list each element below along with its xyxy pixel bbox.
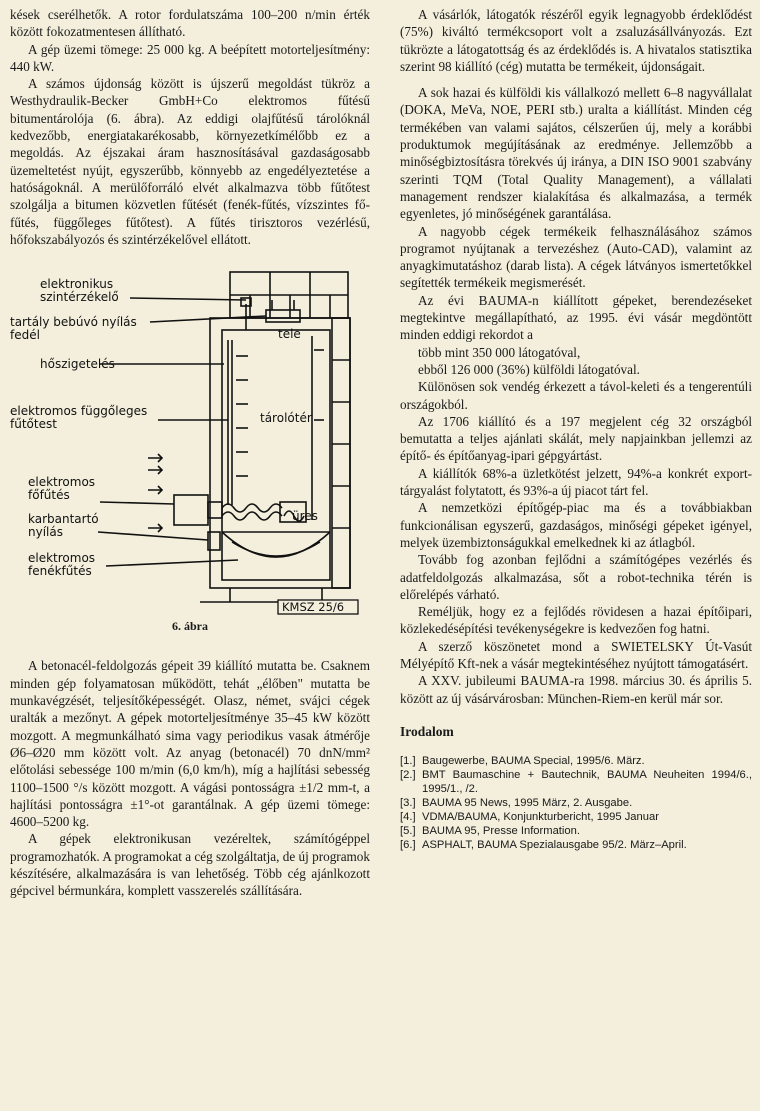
label-figure-code: KMSZ 25/6 xyxy=(282,600,345,615)
paragraph-firms: A sok hazai és külföldi kis vállalkozó mellett 6–8 nagyvállalat (DOKA, MeVa, NOE, PERI stb.) uralta a kiállítást. Minden cég termékében van valami sajátos, célszerűen új, mely a korábbi produktumok megújításának az eredménye. Jellemzőbb a minőségbiztosításra törekvés új iránya, a DIN ISO 9001 szabvány szerinti TQM (Total Quality Management), a vállalati management rendszer kialakítása és alkalmazása, a termék egyenletes, jó minőségének garantálása. xyxy=(400,85,752,222)
paragraph-market: A nemzetközi építőgép-piac ma és a továbbiakban funkcionálisan egyszerű, gazdaságos, minőségi gépeket igényel, melyek üzembiztonságukkal emelkednek ki az átlagból. xyxy=(400,500,752,550)
label-insulation: hőszigetelés xyxy=(40,357,115,372)
label-full: tele xyxy=(278,327,301,342)
label-storage-space: tárolótér xyxy=(260,411,312,426)
paragraph-deals: A kiállítók 68%-a üzletkötést jelzett, 94%-a konkrét export-tárgyalást folytatott, és 93%-a új piacot tárt fel. xyxy=(400,465,752,499)
label-main-heater: elektromos főfűtés xyxy=(28,475,96,503)
reference-item: [4.] VDMA/BAUMA, Konjunkturbericht, 1995 Januar xyxy=(400,811,659,824)
paragraph-machine-mass: A gép üzemi tömege: 25 000 kg. A beépített motorteljesítmény: 440 kW. xyxy=(10,41,370,74)
main-heater-box xyxy=(174,495,208,525)
right-column xyxy=(400,6,752,852)
reference-item: [1.] Baugewerbe, BAUMA Special, 1995/6. März. xyxy=(400,755,645,768)
label-empty: üres xyxy=(292,509,318,524)
label-level-sensor: elektronikus szintérzékelő xyxy=(40,277,119,305)
tank-inner xyxy=(222,327,330,580)
reference-item: [5.] BAUMA 95, Presse Information. xyxy=(400,825,580,838)
left-column xyxy=(10,6,370,900)
paragraph-rebar-processing: A betonacél-feldolgozás gépeit 39 kiállító mutatta be. Csaknem minden gép folyamatosan működött, tehát „élőben" mutatta be munkavégzését, teljesítőképességét. Olasz, német, svájci cégek uralták a mezőnyt. A gépek motorteljesítménye 35–45 kW között mozgott. A megmunkálható sima vagy periodikus vasak átmérője Ø6–Ø20 mm között volt. Az anyag (betonacél) 70 dnN/mm² előtolási sebessége 100 m/min (6,0 km/h), míg a hajlítási sebesség 1100–1500 °/s között mozgott. A vágási pontosságra ±1/2 mm-t, a hajlítási pontosságra ±1°-ot garantálnak. A gép üzemi tömege: 4600–5200 kg. xyxy=(10,658,370,830)
paragraph-electronic-control: A gépek elektronikusan vezéreltek, számítógéppel programozhatók. A programokat a cég szolgáltatja, de új programok készítésére, alkalmazására is van lehetőség. Több cég ajánlkozott gépcivel bérmunkára, komplett vasszerelés szállítására. xyxy=(10,831,370,899)
paragraph-far-east: Különösen sok vendég érkezett a távol-keleti és a tengerentúli országokból. xyxy=(400,379,752,412)
paragraph-future: Tovább fog azonban fejlődni a számítógépes vezérlés és adatfeldolgozás alkalmazása, sőt a robot-technika térén is előrelépés várható. xyxy=(400,552,752,602)
paragraph-rotor: kések cserélhetők. A rotor fordulatszáma 100–200 n/min érték között fokozatmentesen állítható. xyxy=(10,7,370,40)
references-list xyxy=(400,754,752,852)
label-maintenance-opening: karbantartó nyílás xyxy=(28,512,99,540)
paragraph-bauma-records: Az évi BAUMA-n kiállított gépeket, berendezéseket megtekintve megállapítható, az 1995. évi vásár megdöntött minden eddigi rekordot a xyxy=(400,292,752,343)
reference-item: [2.] BMT Baumaschine + Bautechnik, BAUMA Neuheiten 1994/6., 1995/1., /2. xyxy=(400,769,752,796)
label-bottom-heater: elektromos fenékfűtés xyxy=(28,551,96,579)
label-vertical-heater: elektromos függőleges fűtőtest xyxy=(10,404,148,432)
line-foreign-visitors: ebből 126 000 (36%) külföldi látogatóval. xyxy=(418,361,640,377)
paragraph-software: A nagyobb cégek termékeik felhasználásához számos programot nyújtanak a tervezéshez (Auto-CAD), valamint az anyagkimutatáshoz (darab lista). A cégek látványos ismertetőkkel segítették termékeik megismerését. xyxy=(400,223,752,291)
paragraph-visitors: A vásárlók, látogatók részéről egyik legnagyobb érdeklődést (75%) kiváltó termékcsoport volt a zsaluzásállványozás. Ezt tükrözte a látogatottság és az érdeklődés is. A hivatalos statisztika szerint 98 kiállító (cég) mutatta be termékeit, újdonságait. xyxy=(400,7,752,74)
line-total-visitors: több mint 350 000 látogatóval, xyxy=(418,344,581,360)
figure-caption: 6. ábra xyxy=(172,619,208,634)
tank-outer-wall xyxy=(210,318,350,588)
manhole-lid xyxy=(266,310,300,322)
references-heading: Irodalom xyxy=(400,723,454,739)
label-tank-lid: tartály bebúvó nyílás fedél xyxy=(10,315,137,343)
tank-bottom-dish xyxy=(222,532,330,557)
reference-item: [6.] ASPHALT, BAUMA Spezialausgabe 95/2. März–April. xyxy=(400,839,687,852)
paragraph-exhibitors: Az 1706 kiállító és a 197 megjelent cég 32 országból bemutatta a teljes ajánlati skálát, mely napjainkban jellemzi az építő- és építőanyag-ipari gépgyártást. xyxy=(400,413,752,464)
reference-item: [3.] BAUMA 95 News, 1995 März, 2. Ausgabe. xyxy=(400,797,633,810)
paragraph-hope: Reméljük, hogy ez a fejlődés rövidesen a hazai építőipari, közlekedésépítési tevékenységekre is kedvezően fog hatni. xyxy=(400,604,752,637)
paragraph-bitumen-storage: A számos újdonság között is újszerű megoldást tükröz a Westhydraulik-Becker GmbH+Co elektromos fűtésű bitumentárolója (6. ábra). Az eddigi olajfűtésű tárolóknál kedvezőbb, energiatakarékosabb, környezetkímélőbb ez a megoldás. Az éjszakai áram hasznosításával gazdaságosabb üzemeltetést nyújt, egyszerűbb, könnyebb az engedélyeztetése a hatóságoknál. A merülőforráló elvét alkalmazva több fűtőtest szolgálja a bitumen közvetlen fűtését (fenék-fűtés, vízszintes fő-fűtés, függőleges fűtőtest). A fűtés tirisztoros vezérlésű, hőfokszabályozós és szintérzékelővel ellátott. xyxy=(10,76,370,247)
paragraph-next-bauma: A XXV. jubileumi BAUMA-ra 1998. március 30. és április 5. között az új vásárvárosban: München-Riem-en kerül már sor. xyxy=(400,673,752,706)
figure-bitumen-tank xyxy=(10,270,370,630)
paragraph-thanks: A szerző köszönetet mond a SWIETELSKY Út-Vasút Mélyépítő Kft-nek a vásár megtekintéséhez nyújtott támogatásért. xyxy=(400,638,752,671)
